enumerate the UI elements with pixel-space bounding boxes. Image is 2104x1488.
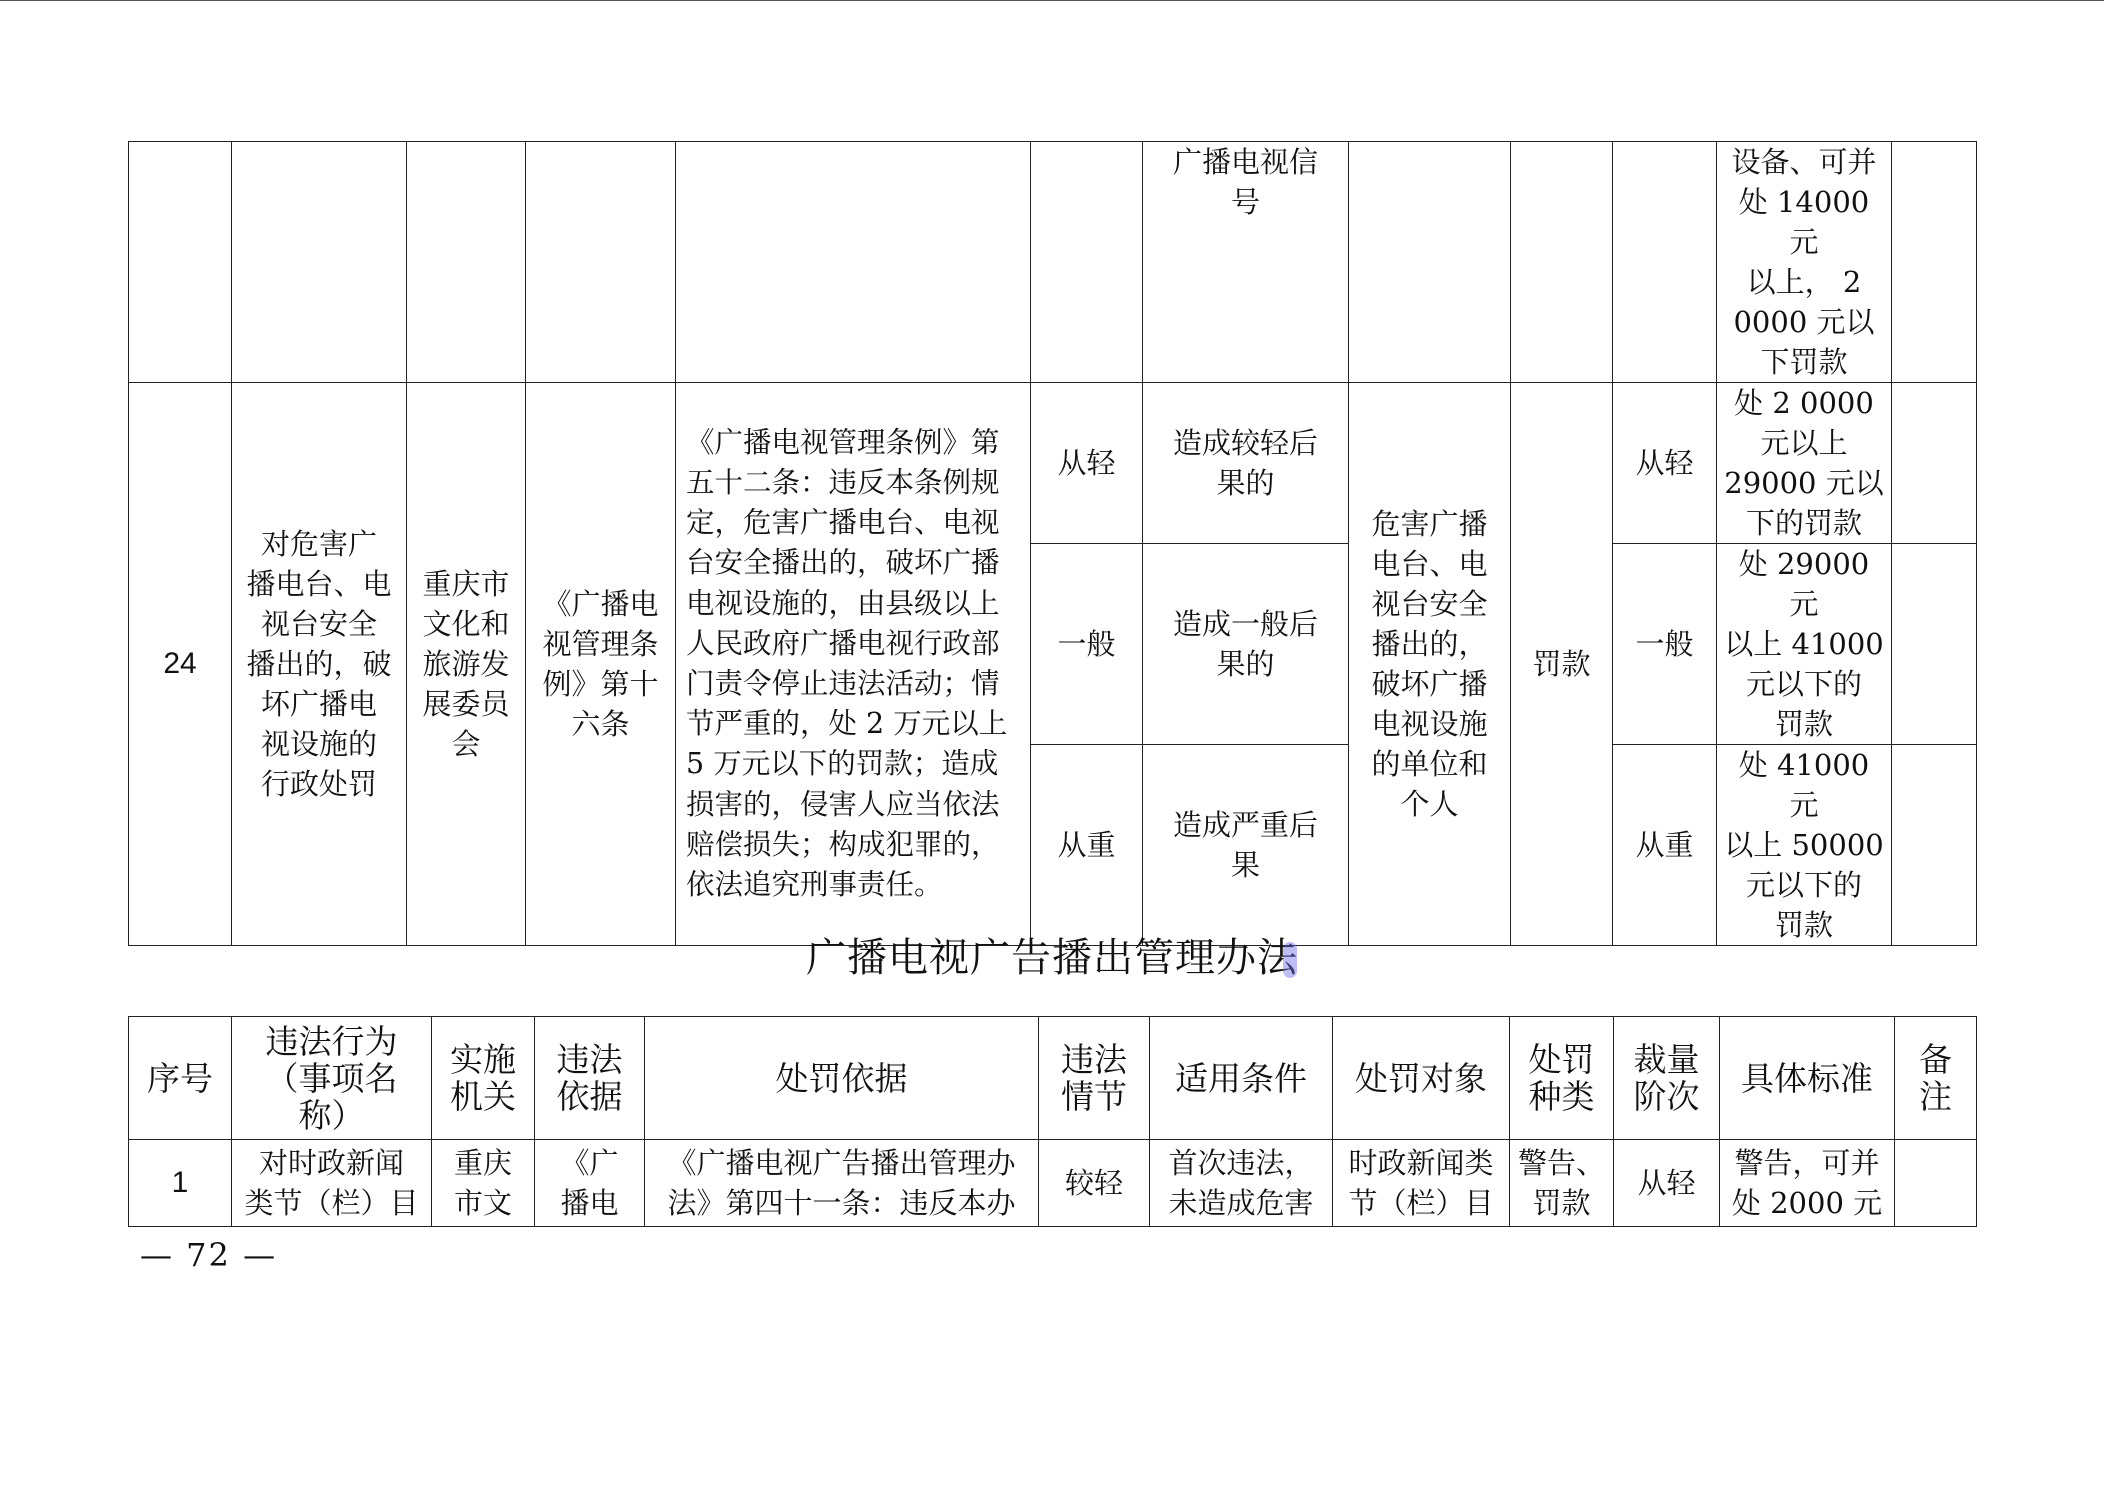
cell-specific-standard: 处 29000 元 以上 41000 元以下的 罚款 bbox=[1717, 544, 1892, 745]
cell-penalty-type: 警告、 罚款 bbox=[1510, 1140, 1614, 1227]
cell-applicable-condition: 广播电视信 号 bbox=[1143, 142, 1349, 383]
cell-empty bbox=[1511, 142, 1613, 383]
cell-empty bbox=[526, 142, 676, 383]
cell-empty bbox=[676, 142, 1031, 383]
table-header-row bbox=[129, 1017, 1977, 1140]
table-row-continued bbox=[129, 142, 1977, 383]
table-row-item-1 bbox=[129, 1140, 1977, 1227]
cell-empty bbox=[232, 142, 407, 383]
cell-remark bbox=[1895, 1140, 1977, 1227]
header-penalty-basis: 处罚依据 bbox=[645, 1017, 1039, 1140]
cell-empty bbox=[1031, 142, 1143, 383]
cell-law: 《广 播电 bbox=[535, 1140, 645, 1227]
cell-penalty-target: 危害广播 电台、电 视台安全 播出的， 破坏广播 电视设施 的单位和 个人 bbox=[1349, 383, 1511, 946]
cell-specific-standard: 警告，可并 处 2000 元 bbox=[1720, 1140, 1895, 1227]
cell-empty bbox=[129, 142, 232, 383]
cell-empty bbox=[1613, 142, 1717, 383]
cell-applicable-condition: 造成较轻后 果的 bbox=[1143, 383, 1349, 544]
header-law: 违法 依据 bbox=[535, 1017, 645, 1140]
cell-penalty-basis: 《广播电视管理条例》第五十二条：违反本条例规定，危害广播电台、电视台安全播出的，破坏广播电视设施的，由县级以上人民政府广播电视行政部门责令停止违法活动；情节严重的，处 2 万元以上 5 万元以下的罚款；造成损害的，侵害人应当依法赔偿损失；构成犯罪的，依法追究刑事责任。 bbox=[676, 383, 1031, 946]
section-title: 广播电视广告播出管理办法 bbox=[806, 935, 1298, 981]
cell-applicable-condition: 首次违法， 未造成危害 bbox=[1150, 1140, 1333, 1227]
page-number: — 72 — bbox=[140, 1236, 278, 1274]
cell-circumstance: 从轻 bbox=[1031, 383, 1143, 544]
cell-remark bbox=[1892, 544, 1977, 745]
cell-violation: 对危害广 播电台、电 视台安全 播出的，破 坏广播电 视设施的 行政处罚 bbox=[232, 383, 407, 946]
cell-applicable-condition: 造成严重后 果 bbox=[1143, 745, 1349, 946]
cell-remark bbox=[1892, 383, 1977, 544]
cell-penalty-type: 罚款 bbox=[1511, 383, 1613, 946]
cell-specific-standard: 处 2 0000 元以上 29000 元以 下的罚款 bbox=[1717, 383, 1892, 544]
cell-discretion-level: 从轻 bbox=[1614, 1140, 1720, 1227]
ad-broadcast-penalty-table bbox=[128, 1016, 1977, 1227]
table-row-item-24 bbox=[129, 383, 1977, 544]
text-cursor-highlight bbox=[1283, 942, 1297, 978]
cell-empty bbox=[1349, 142, 1511, 383]
cell-specific-standard: 处 41000 元 以上 50000 元以下的 罚款 bbox=[1717, 745, 1892, 946]
cell-violation: 对时政新闻 类节（栏）目 bbox=[232, 1140, 432, 1227]
header-discretion-level: 裁量 阶次 bbox=[1614, 1017, 1720, 1140]
cell-discretion-level: 从重 bbox=[1613, 745, 1717, 946]
header-remark: 备 注 bbox=[1895, 1017, 1977, 1140]
cell-penalty-basis: 《广播电视广告播出管理办 法》第四十一条：违反本办 bbox=[645, 1140, 1039, 1227]
cell-circumstance: 一般 bbox=[1031, 544, 1143, 745]
cell-remark bbox=[1892, 745, 1977, 946]
cell-discretion-level: 从轻 bbox=[1613, 383, 1717, 544]
cell-empty bbox=[407, 142, 526, 383]
cell-discretion-level: 一般 bbox=[1613, 544, 1717, 745]
header-violation: 违法行为 （事项名 称） bbox=[232, 1017, 432, 1140]
header-applicable-condition: 适用条件 bbox=[1150, 1017, 1333, 1140]
header-penalty-target: 处罚对象 bbox=[1333, 1017, 1510, 1140]
header-circumstance: 违法 情节 bbox=[1039, 1017, 1150, 1140]
penalty-table-continued bbox=[128, 141, 1977, 946]
cell-authority: 重庆市 文化和 旅游发 展委员 会 bbox=[407, 383, 526, 946]
cell-law: 《广播电 视管理条 例》第十 六条 bbox=[526, 383, 676, 946]
cell-seq: 1 bbox=[129, 1140, 232, 1227]
cell-applicable-condition: 造成一般后 果的 bbox=[1143, 544, 1349, 745]
cell-circumstance: 从重 bbox=[1031, 745, 1143, 946]
header-authority: 实施 机关 bbox=[432, 1017, 535, 1140]
header-specific-standard: 具体标准 bbox=[1720, 1017, 1895, 1140]
cell-circumstance: 较轻 bbox=[1039, 1140, 1150, 1227]
header-penalty-type: 处罚 种类 bbox=[1510, 1017, 1614, 1140]
header-seq: 序号 bbox=[129, 1017, 232, 1140]
cell-seq: 24 bbox=[129, 383, 232, 946]
page-top-border bbox=[0, 0, 2104, 1]
cell-specific-standard: 设备、可并 处 14000 元 以上， 2 0000 元以 下罚款 bbox=[1717, 142, 1892, 383]
cell-penalty-target: 时政新闻类 节（栏）目 bbox=[1333, 1140, 1510, 1227]
cell-authority: 重庆 市文 bbox=[432, 1140, 535, 1227]
cell-remark bbox=[1892, 142, 1977, 383]
